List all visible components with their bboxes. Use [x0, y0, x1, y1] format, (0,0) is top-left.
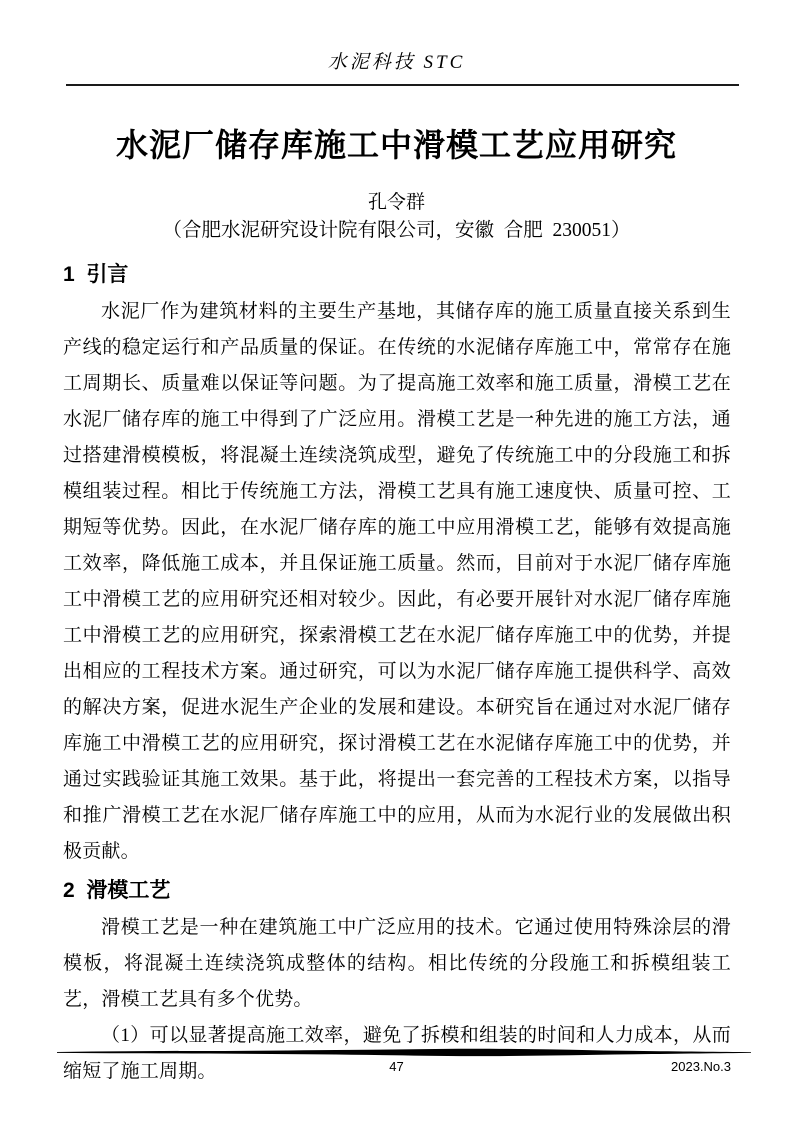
section-heading-introduction: 1 引言: [63, 263, 129, 286]
page-footer: [0, 1058, 793, 1076]
section-heading-slipform-process: 2 滑模工艺: [63, 879, 171, 902]
author-affiliation: （合肥水泥研究设计院有限公司，安徽 合肥 230051）: [162, 220, 631, 241]
introduction-paragraph: 水泥厂作为建筑材料的主要生产基地，其储存库的施工质量直接关系到生产线的稳定运行和产品质量的保证。在传统的水泥储存库施工中，常常存在施工周期长、质量难以保证等问题。为了提高施工效率和施工质量，滑模工艺在水泥厂储存库的施工中得到了广泛应用。滑模工艺是一种先进的施工方法，通过搭建滑模模板，将混凝土连续浇筑成型，避免了传统施工中的分段施工和拆模组装过程。相比于传统施工方法，滑模工艺具有施工速度快、质量可控、工期短等优势。因此，在水泥厂储存库的施工中应用滑模工艺，能够有效提高施工效率，降低施工成本，并且保证施工质量。然而，目前对于水泥厂储存库施工中滑模工艺的应用研究还相对较少。因此，有必要开展针对水泥厂储存库施工中滑模工艺的应用研究，探索滑模工艺在水泥厂储存库施工中的优势，并提出相应的工程技术方案。通过研究，可以为水泥厂储存库施工提供科学、高效的解决方案，促进水泥生产企业的发展和建设。本研究旨在通过对水泥厂储存库施工中滑模工艺的应用研究，探讨滑模工艺在水泥储存库施工中的优势，并通过实践验证其施工效果。基于此，将提出一套完善的工程技术方案，以指导和推广滑模工艺在水泥厂储存库施工中的应用，从而为水泥行业的发展做出积极贡献。: [63, 301, 731, 862]
header-rule: [66, 84, 739, 86]
journal-masthead: 水泥科技 STC: [327, 52, 466, 73]
slipform-overview-paragraph: 滑模工艺是一种在建筑施工中广泛应用的技术。它通过使用特殊涂层的滑模板，将混凝土连续浇筑成整体的结构。相比传统的分段施工和拆模组装工艺，滑模工艺具有多个优势。: [63, 917, 731, 1010]
article-title: 水泥厂储存库施工中滑模工艺应用研究: [115, 127, 677, 163]
footer-decorative-bar: [56, 1047, 752, 1058]
author-name: 孔令群: [367, 192, 425, 213]
slipform-advantage-1-paragraph: （1）可以显著提高施工效率，避免了拆模和组装的时间和人力成本，从而缩短了施工周期。: [63, 1025, 731, 1082]
page-number: 47: [389, 1059, 404, 1074]
issue-number: 2023.No.3: [671, 1059, 731, 1074]
